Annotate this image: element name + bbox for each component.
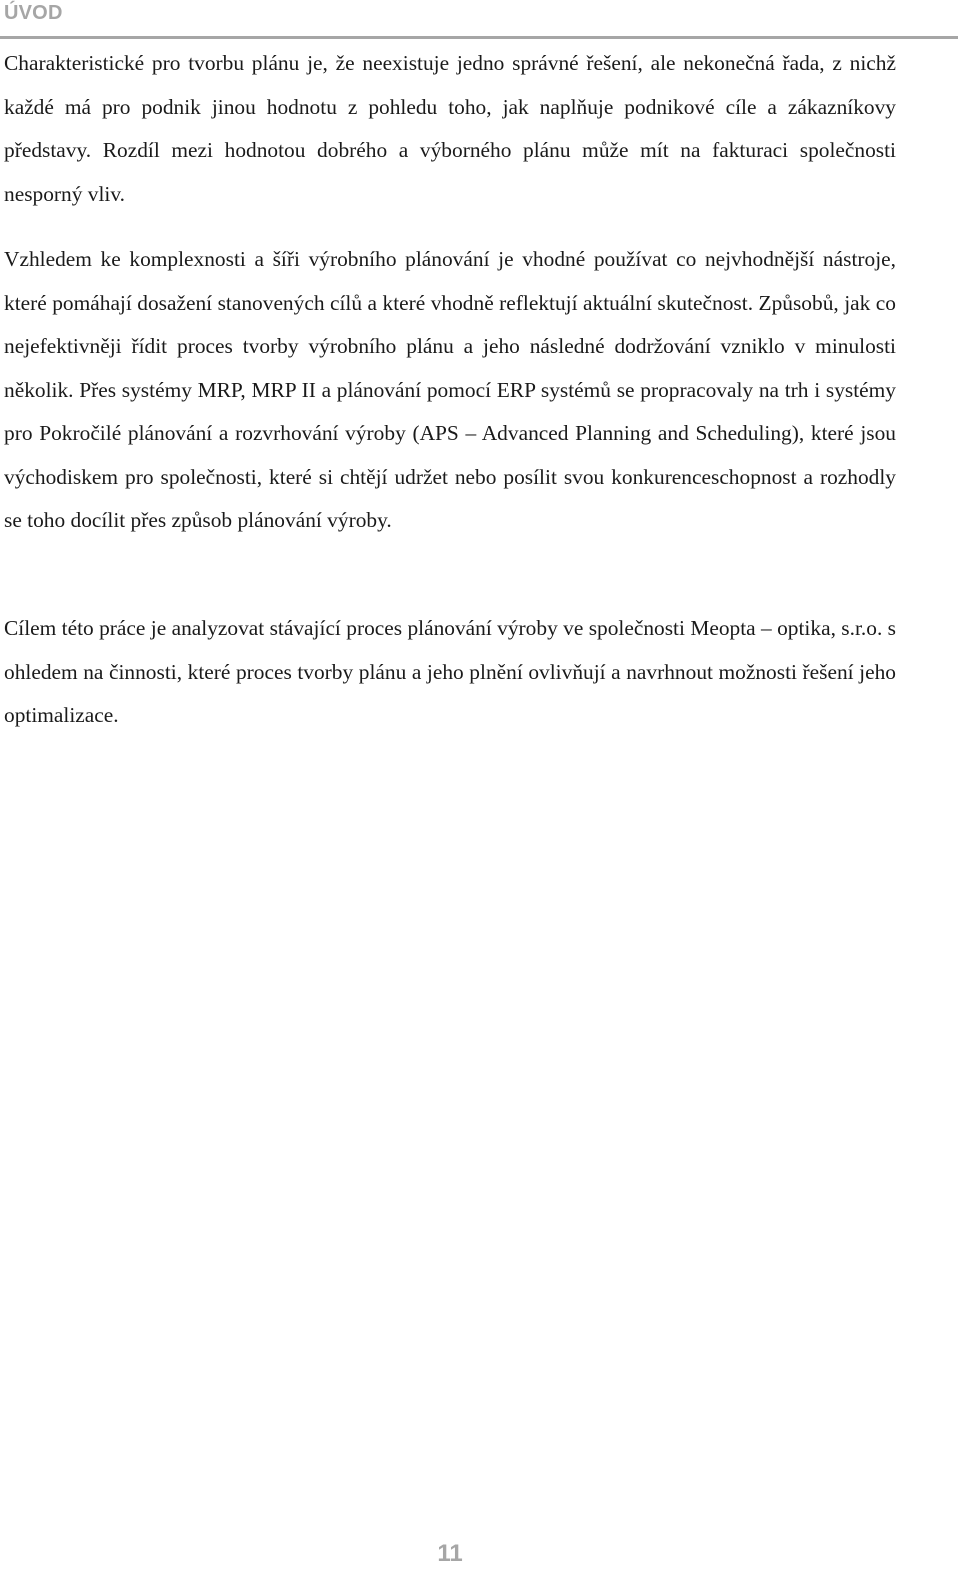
paragraph-intro: Charakteristické pro tvorbu plánu je, že neexistuje jedno správné řešení, ale nekonečná řada, z nichž každé má pro podnik jinou hodnotu z pohledu toho, jak naplňuje podnikové cíle a zákazníkovy představy. Rozdíl mezi hodnotou dobrého a výborného plánu může mít na fakturaci společnosti nesporný vliv. xyxy=(4,51,896,206)
section-title: ÚVOD xyxy=(4,2,63,24)
paragraph-goal: Cílem této práce je analyzovat stávající proces plánování výroby ve společnosti Meopta – optika, s.r.o. s ohledem na činnosti, které proces tvorby plánu a jeho plnění ovlivňují a navrhnout možnosti řešení jeho optimalizace. xyxy=(4,616,896,727)
page-number: 11 xyxy=(437,1540,463,1567)
page-header xyxy=(0,0,958,39)
paragraph-tools: Vzhledem ke komplexnosti a šíři výrobního plánování je vhodné používat co nejvhodnější nástroje, které pomáhají dosažení stanovených cílů a které vhodně reflektují aktuální skutečnost. Způsobů, jak co nejefektivněji řídit proces tvorby výrobního plánu a jeho následné dodržování vzniklo v minulosti několik. Přes systémy MRP, MRP II a plánování pomocí ERP systémů se propracovaly na trh i systémy pro Pokročilé plánování a rozvrhování výroby (APS – Advanced Planning and Scheduling), které jsou východiskem pro společnosti, které si chtějí udržet nebo posílit svou konkurenceschopnost a rozhodly se toho docílit přes způsob plánování výroby. xyxy=(4,247,896,532)
